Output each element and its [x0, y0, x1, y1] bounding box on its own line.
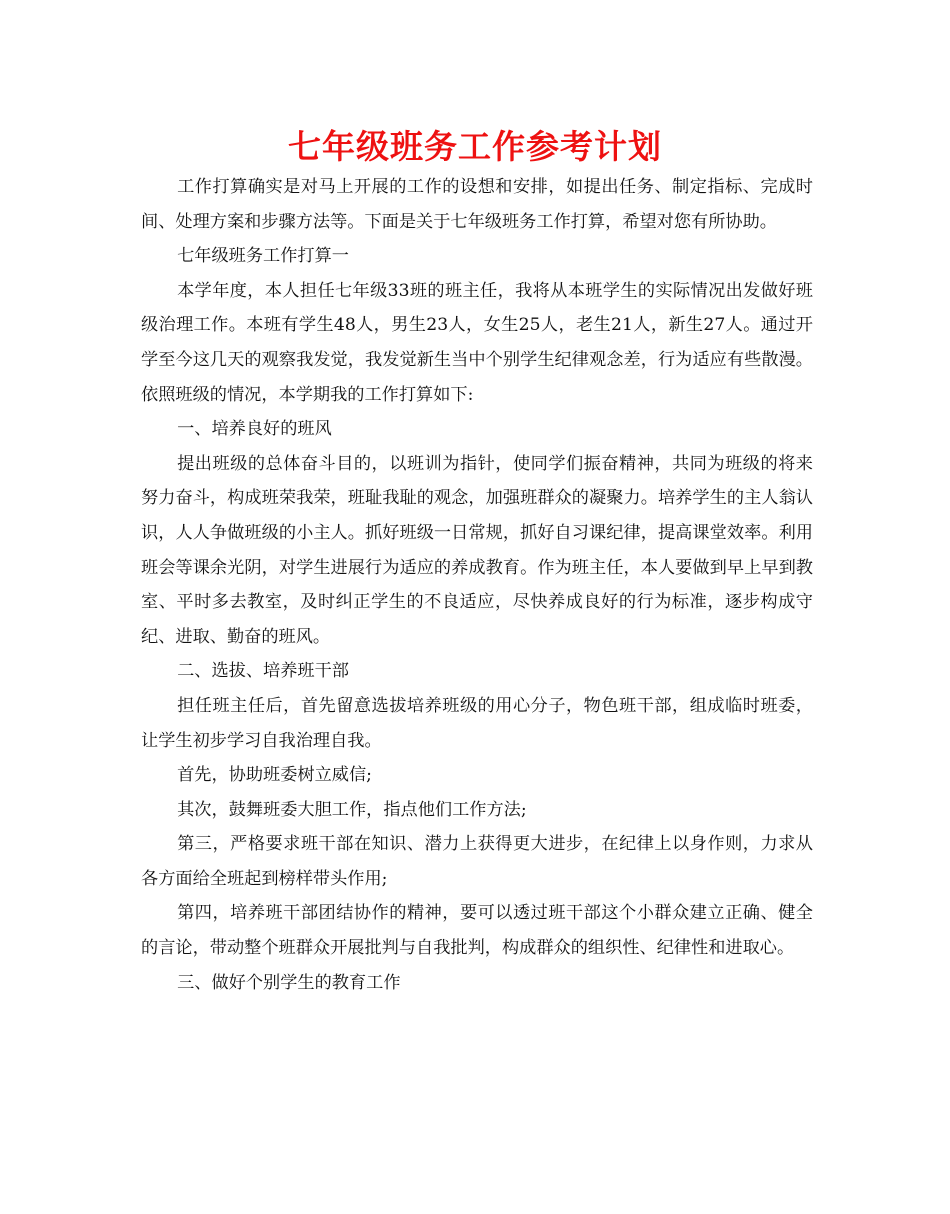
list-item-second: 其次，鼓舞班委大胆工作，指点他们工作方法; [177, 799, 527, 820]
section-heading-class-cadres: 二、选拔、培养班干部 [177, 661, 349, 682]
list-item-fourth: 第四，培养班干部团结协作的精神，要可以透过班干部这个小群众建立正确、健全的言论，带动整个班群众开展批判与自我批判，构成群众的组织性、纪律性和进取心。 [141, 903, 813, 959]
document-body [141, 170, 813, 1000]
section-heading-class-style: 一、培养良好的班风 [177, 419, 332, 440]
paragraph-class-overview: 本学年度，本人担任七年级33班的班主任，我将从本班学生的实际情况出发做好班级治理工作。本班有学生48人，男生23人，女生25人，老生21人，新生27人。通过开学至今这几天的观察我发觉，我发觉新生当中个别学生纪律观念差，行为适应有些散漫。依照班级的情况，本学期我的工作打算如下: [141, 280, 813, 405]
paragraph-intro: 工作打算确实是对马上开展的工作的设想和安排，如提出任务、制定指标、完成时间、处理方案和步骤方法等。下面是关于七年级班务工作打算，希望对您有所协助。 [141, 177, 813, 232]
list-item-third: 第三，严格要求班干部在知识、潜力上获得更大进步，在纪律上以身作则，力求从各方面给全班起到榜样带头作用; [141, 834, 813, 889]
paragraph-class-cadres: 担任班主任后，首先留意选拔培养班级的用心分子，物色班干部，组成临时班委，让学生初步学习自我治理自我。 [141, 695, 813, 751]
section-heading-individual-education: 三、做好个别学生的教育工作 [177, 972, 401, 993]
paragraph-class-style: 提出班级的总体奋斗目的，以班训为指针，使同学们振奋精神，共同为班级的将来努力奋斗，构成班荣我荣，班耻我耻的观念，加强班群众的凝聚力。培养学生的主人翁认识，人人争做班级的小主人。抓好班级一日常规，抓好自习课纪律，提高课堂效率。利用班会等课余光阴，对学生进展行为适应的养成教育。作为班主任，本人要做到早上早到教室、平时多去教室，及时纠正学生的不良适应，尽快养成良好的行为标准，逐步构成守纪、进取、勤奋的班风。 [141, 453, 813, 647]
document-title: 七年级班务工作参考计划 [288, 127, 662, 166]
list-item-first: 首先，协助班委树立威信; [177, 765, 372, 786]
paragraph-plan-heading: 七年级班务工作打算一 [177, 246, 349, 267]
